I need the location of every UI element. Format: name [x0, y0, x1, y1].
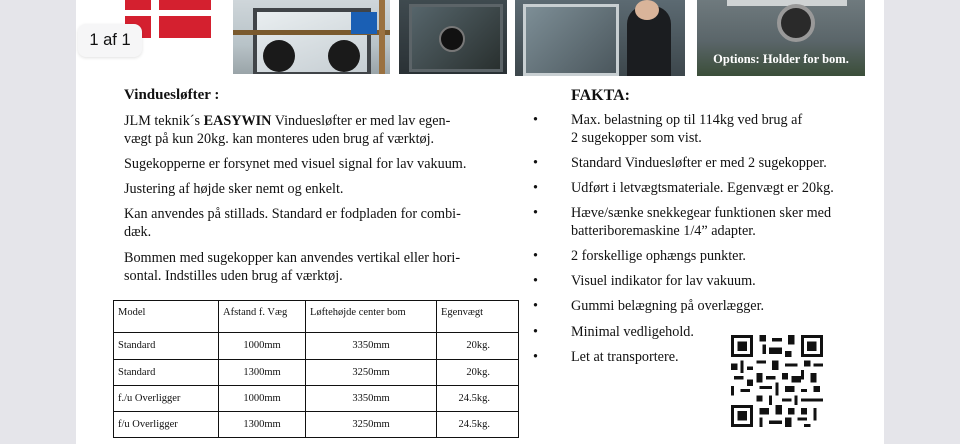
bullet-icon: •: [533, 298, 538, 314]
column-header: Afstand f. Væg: [219, 301, 306, 333]
bullet-icon: •: [533, 349, 538, 365]
bullet-icon: •: [533, 180, 538, 196]
table-cell: 3350mm: [306, 333, 437, 359]
boom-holder-photo: [697, 0, 865, 76]
column-header: Model: [114, 301, 219, 333]
table-cell: 24.5kg.: [437, 411, 519, 437]
column-header: Egenvægt: [437, 301, 519, 333]
table-cell: 20kg.: [437, 359, 519, 385]
table-row: [114, 411, 519, 437]
table-cell: 1000mm: [219, 385, 306, 411]
intro-paragraph: JLM teknik´s EASYWIN Vinduesløfter er med lav egen- vægt på kun 20kg. kan monteres uden brug af værktøj.: [124, 113, 451, 147]
table-cell: Standard: [114, 333, 219, 359]
fact-item: Let at transportere.: [571, 349, 679, 365]
column-header: Løftehøjde center bom: [306, 301, 437, 333]
bullet-icon: •: [533, 205, 538, 221]
suction-cup-photo: [399, 0, 507, 74]
table-row: [114, 333, 519, 359]
fact-item: Gummi belægning på overlægger.: [571, 298, 765, 314]
table-cell: Standard: [114, 359, 219, 385]
installer-photo: [515, 0, 685, 76]
table-cell: f./u Overligger: [114, 385, 219, 411]
page-indicator: 1 af 1: [78, 24, 142, 57]
fact-item: Udført i letvægtsmateriale. Egenvægt er 20kg.: [571, 180, 834, 196]
paragraph-boom: Bommen med sugekopper kan anvendes vertikal eller hori- sontal. Indstilles uden brug af værktøj.: [124, 250, 461, 284]
table-header-row: [114, 301, 519, 333]
table-cell: 1000mm: [219, 333, 306, 359]
photo-caption: Options: Holder for bom.: [713, 52, 849, 66]
paragraph-adjustment: Justering af højde sker nemt og enkelt.: [124, 181, 344, 197]
fact-item: Visuel indikator for lav vakuum.: [571, 273, 756, 289]
fact-item: Minimal vedligehold.: [571, 324, 694, 340]
facts-heading: FAKTA:: [571, 87, 630, 104]
table-cell: 20kg.: [437, 333, 519, 359]
table-cell: 3350mm: [306, 385, 437, 411]
bullet-icon: •: [533, 248, 538, 264]
fact-item: Standard Vinduesløfter er med 2 sugekopper.: [571, 155, 827, 171]
specs-table: [113, 300, 519, 438]
section-heading: Vinduesløfter :: [124, 87, 220, 103]
fact-item: 2 forskellige ophængs punkter.: [571, 248, 746, 264]
table-cell: 3250mm: [306, 359, 437, 385]
table-row: [114, 359, 519, 385]
table-cell: 1300mm: [219, 411, 306, 437]
paragraph-vacuum: Sugekopperne er forsynet med visuel signal for lav vakuum.: [124, 156, 467, 172]
paragraph-scaffold: Kan anvendes på stillads. Standard er fodpladen for combi- dæk.: [124, 206, 461, 240]
table-row: [114, 385, 519, 411]
fact-item: Hæve/sænke snekkegear funktionen sker med batteriboremaskine 1/4” adapter.: [571, 205, 832, 239]
table-cell: 24.5kg.: [437, 385, 519, 411]
table-cell: 1300mm: [219, 359, 306, 385]
bullet-icon: •: [533, 324, 538, 340]
fact-item: Max. belastning op til 114kg ved brug af 2 sugekopper som vist.: [571, 112, 803, 146]
bullet-icon: •: [533, 112, 538, 128]
window-lifter-photo: [233, 0, 390, 74]
qr-code-image: [731, 335, 823, 427]
bullet-icon: •: [533, 155, 538, 171]
table-cell: 3250mm: [306, 411, 437, 437]
table-cell: f/u Overligger: [114, 411, 219, 437]
bullet-icon: •: [533, 273, 538, 289]
